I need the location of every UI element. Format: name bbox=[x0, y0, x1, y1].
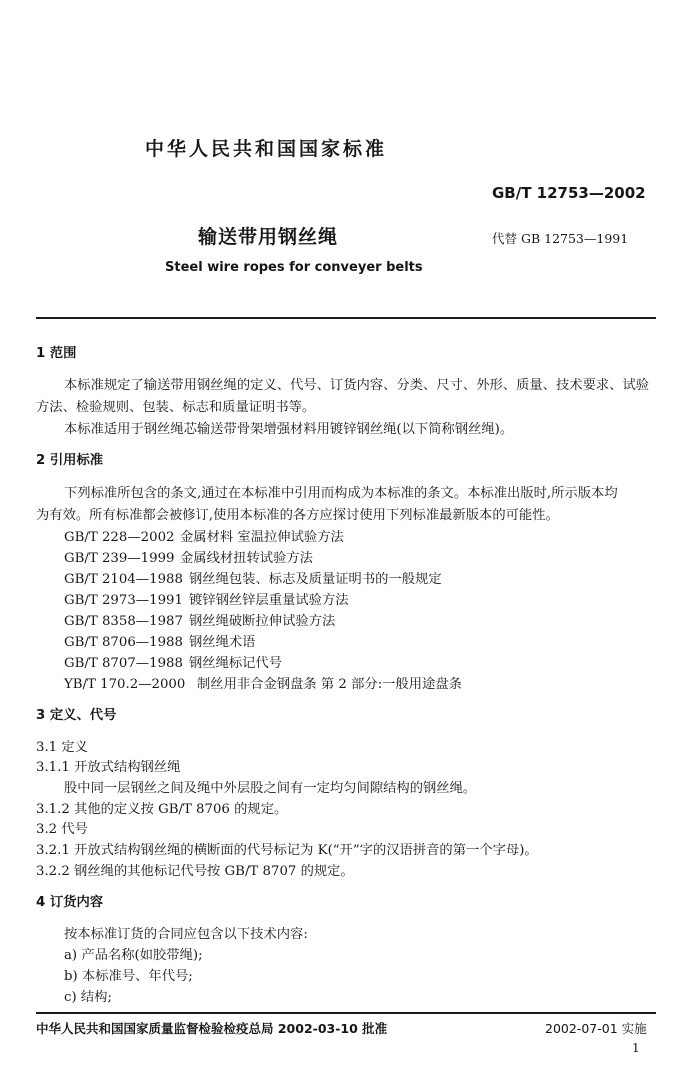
section-1-heading: 1 范围 bbox=[36, 346, 77, 361]
section-4-intro: 按本标准订货的合同应包含以下技术内容: bbox=[64, 927, 308, 942]
section-1-para-1-line-2: 方法、检验规则、包装、标志和质量证明书等。 bbox=[36, 400, 316, 415]
document-title-en: Steel wire ropes for conveyer belts bbox=[165, 260, 423, 275]
section-3-heading: 3 定义、代号 bbox=[36, 708, 117, 723]
section-1-para-1-line-1: 本标准规定了输送带用钢丝绳的定义、代号、订货内容、分类、尺寸、外形、质量、技术要求、试验 bbox=[64, 378, 650, 393]
section-2-heading: 2 引用标准 bbox=[36, 453, 104, 468]
reference-code: GB/T 8358—1987 bbox=[64, 614, 183, 629]
section-3-1-heading: 3.1 定义 bbox=[36, 740, 88, 755]
header-rule bbox=[36, 317, 656, 319]
reference-item bbox=[64, 593, 349, 609]
reference-code: GB/T 239—1999 bbox=[64, 551, 175, 566]
section-3-1-2-text: 3.1.2 其他的定义按 GB/T 8706 的规定。 bbox=[36, 802, 288, 817]
reference-item bbox=[64, 656, 282, 672]
reference-code: GB/T 228—2002 bbox=[64, 530, 175, 545]
reference-item bbox=[64, 677, 462, 693]
reference-code: GB/T 2973—1991 bbox=[64, 593, 183, 608]
reference-code: YB/T 170.2—2000 bbox=[64, 677, 186, 692]
reference-item bbox=[64, 530, 344, 546]
reference-item bbox=[64, 572, 442, 588]
order-item: a) 产品名称(如胶带绳); bbox=[64, 948, 203, 963]
reference-title: 金属线材扭转试验方法 bbox=[180, 551, 313, 566]
reference-title: 金属材料 室温拉伸试验方法 bbox=[180, 530, 344, 545]
section-2-intro-line-2: 为有效。所有标准都会被修订,使用本标准的各方应探讨使用下列标准最新版本的可能性。 bbox=[36, 508, 559, 523]
reference-title: 钢丝绳包装、标志及质量证明书的一般规定 bbox=[189, 572, 442, 587]
reference-title: 钢丝绳术语 bbox=[189, 635, 256, 650]
section-2-intro-line-1: 下列标准所包含的条文,通过在本标准中引用而构成为本标准的条文。本标准出版时,所示版本均 bbox=[64, 486, 618, 501]
national-standard-title: 中华人民共和国国家标准 bbox=[145, 138, 388, 160]
section-3-1-1-text: 股中同一层钢丝之间及绳中外层股之间有一定均匀间隙结构的钢丝绳。 bbox=[64, 781, 477, 796]
reference-item bbox=[64, 551, 313, 567]
section-3-2-heading: 3.2 代号 bbox=[36, 822, 88, 837]
reference-item bbox=[64, 635, 255, 651]
section-1-para-2: 本标准适用于钢丝绳芯输送带骨架增强材料用镀锌钢丝绳(以下简称钢丝绳)。 bbox=[64, 422, 514, 437]
reference-code: GB/T 8707—1988 bbox=[64, 656, 183, 671]
order-item: b) 本标准号、年代号; bbox=[64, 969, 193, 984]
section-3-2-1-text: 3.2.1 开放式结构钢丝绳的横断面的代号标记为 K(“开”字的汉语拼音的第一个字母)。 bbox=[36, 843, 538, 858]
reference-title: 钢丝绳标记代号 bbox=[189, 656, 283, 671]
page-number: 1 bbox=[632, 1041, 640, 1055]
issuer-approval: 中华人民共和国国家质量监督检验检疫总局 2002-03-10 批准 bbox=[36, 1021, 388, 1036]
section-4-heading: 4 订货内容 bbox=[36, 895, 104, 910]
reference-code: GB/T 2104—1988 bbox=[64, 572, 183, 587]
replaces-standard: 代替 GB 12753—1991 bbox=[492, 231, 629, 246]
order-item: c) 结构; bbox=[64, 990, 112, 1005]
reference-title: 镀锌钢丝锌层重量试验方法 bbox=[189, 593, 349, 608]
reference-title: 钢丝绳破断拉伸试验方法 bbox=[189, 614, 336, 629]
section-3-1-1-heading: 3.1.1 开放式结构钢丝绳 bbox=[36, 760, 181, 775]
footer-rule bbox=[36, 1012, 656, 1014]
reference-item bbox=[64, 614, 335, 630]
reference-code: GB/T 8706—1988 bbox=[64, 635, 183, 650]
reference-title: 制丝用非合金钢盘条 第 2 部分:一般用途盘条 bbox=[197, 677, 462, 692]
section-3-2-2-text: 3.2.2 钢丝绳的其他标记代号按 GB/T 8707 的规定。 bbox=[36, 864, 354, 879]
document-title-cn: 输送带用钢丝绳 bbox=[198, 226, 339, 248]
effective-date: 2002-07-01 实施 bbox=[545, 1021, 647, 1036]
standard-number: GB/T 12753—2002 bbox=[492, 184, 646, 202]
